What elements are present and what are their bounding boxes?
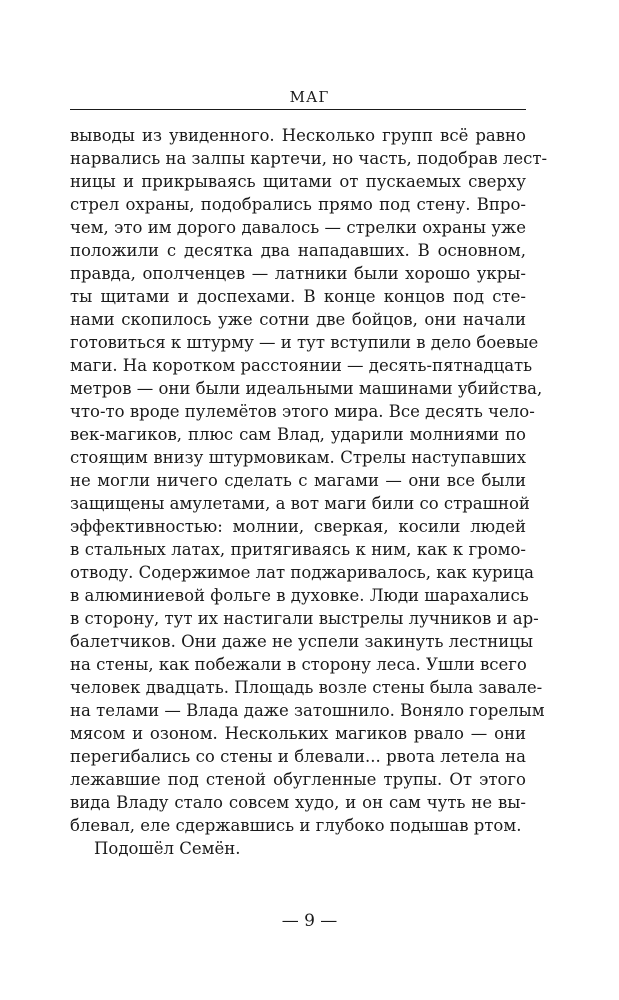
body-text <box>70 124 548 860</box>
text-line: выводы из увиденного. Несколько групп всё равно <box>70 126 526 145</box>
text-line: что-то вроде пулемётов этого мира. Все десять чело- <box>70 402 535 421</box>
text-line: лежавшие под стеной обугленные трупы. От этого <box>70 770 526 789</box>
text-line: защищены амулетами, а вот маги били со страшной <box>70 494 530 513</box>
text-line: ты щитами и доспехами. В конце концов под сте- <box>70 287 526 306</box>
text-line: на стены, как побежали в сторону леса. Ушли всего <box>70 655 527 674</box>
running-header: МАГ <box>289 88 330 106</box>
text-line: балетчиков. Они даже не успели закинуть лестницы <box>70 632 534 651</box>
text-line: век-магиков, плюс сам Влад, ударили молниями по <box>70 425 526 444</box>
text-line: мясом и озоном. Нескольких магиков рвало — они <box>70 724 526 743</box>
text-line: эффективностью: молнии, сверкая, косили людей <box>70 517 526 536</box>
text-line: в стальных латах, притягиваясь к ним, как к громо- <box>70 540 526 559</box>
text-line: готовиться к штурму — и тут вступили в дело боевые <box>70 333 539 352</box>
page-number: — 9 — <box>281 911 338 931</box>
text-line: стоящим внизу штурмовикам. Стрелы наступавших <box>70 448 526 467</box>
text-line: стрел охраны, подобрались прямо под стену. Впро- <box>70 195 526 214</box>
dialogue-line: Подошёл Семён. <box>94 839 241 858</box>
text-line: в алюминиевой фольге в духовке. Люди шарахались <box>70 586 529 605</box>
text-line: маги. На коротком расстоянии — десять-пятнадцать <box>70 356 533 375</box>
text-line: положили с десятка два нападавших. В основном, <box>70 241 526 260</box>
text-line: нарвались на залпы картечи, но часть, подобрав лест- <box>70 149 548 168</box>
text-line: на телами — Влада даже затошнило. Воняло горелым <box>70 701 545 720</box>
text-line: правда, ополченцев — латники были хорошо укры- <box>70 264 526 283</box>
text-line: человек двадцать. Площадь возле стены была завале- <box>70 678 543 697</box>
text-line: блевал, еле сдержавшись и глубоко подышав ртом. <box>70 816 522 835</box>
text-line: метров — они были идеальными машинами убийства, <box>70 379 543 398</box>
text-line: в сторону, тут их настигали выстрелы лучников и ар- <box>70 609 539 628</box>
text-line: перегибались со стены и блевали... рвота летела на <box>70 747 526 766</box>
header-rule <box>70 109 526 110</box>
text-line: отводу. Содержимое лат поджаривалось, как курица <box>70 563 534 582</box>
text-line: не могли ничего сделать с магами — они все были <box>70 471 526 490</box>
text-line: чем, это им дорого давалось — стрелки охраны уже <box>70 218 526 237</box>
text-line: ницы и прикрываясь щитами от пускаемых сверху <box>70 172 526 191</box>
text-line: вида Владу стало совсем худо, и он сам чуть не вы- <box>70 793 526 812</box>
text-line: нами скопилось уже сотни две бойцов, они начали <box>70 310 526 329</box>
